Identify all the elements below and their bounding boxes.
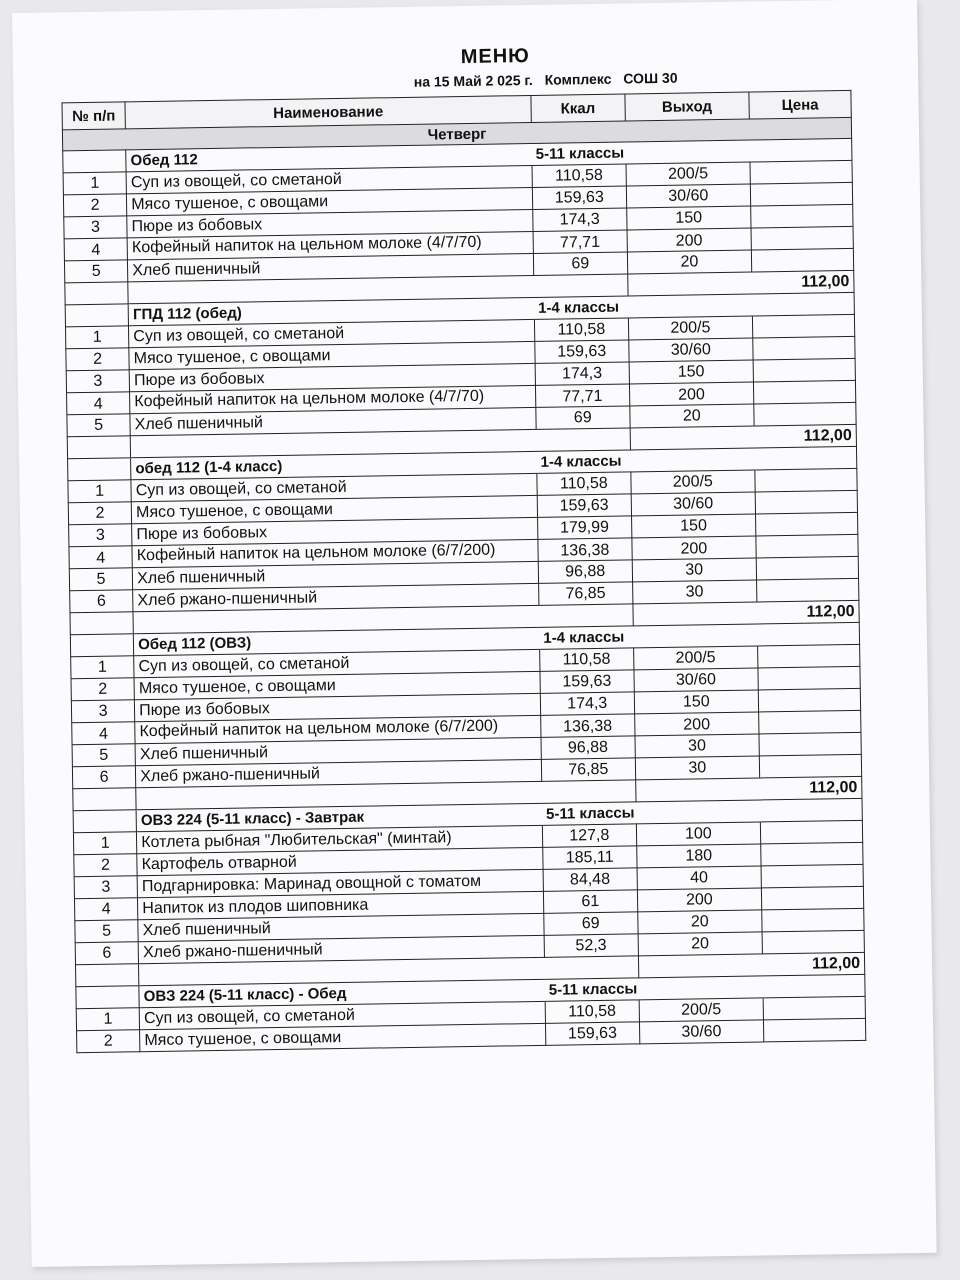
section-group: 1-4 классы	[534, 294, 752, 319]
item-name: Кофейный напиток на цельном молоке (4/7/70)	[130, 385, 536, 413]
item-number: 5	[64, 260, 128, 283]
item-name: Мясо тушеное, с овощами	[127, 187, 533, 215]
menu-date: на 15 Май 2 025 г.	[413, 71, 533, 90]
item-output: 150	[629, 360, 754, 384]
item-name: Напиток из плодов шиповника	[138, 891, 544, 919]
item-number: 5	[69, 568, 133, 591]
item-price	[761, 886, 863, 910]
total-spacer-cell	[70, 612, 134, 635]
section-total: 112,00	[627, 270, 854, 296]
section-number-cell	[65, 304, 129, 327]
total-spacer-cell	[65, 282, 129, 305]
item-name: Хлеб пшеничный	[138, 913, 544, 941]
item-output: 150	[634, 690, 759, 714]
menu-sheet	[12, 0, 937, 1267]
menu-table	[61, 90, 866, 1053]
item-kcal: 136,38	[538, 538, 632, 561]
item-output: 30/60	[626, 184, 751, 208]
total-spacer-cell	[67, 436, 131, 459]
item-name: Хлеб пшеничный	[130, 407, 536, 435]
section-total: 112,00	[630, 424, 857, 450]
section-name: Обед 112 (ОВЗ)	[134, 627, 540, 655]
item-output: 200/5	[626, 162, 751, 186]
item-kcal: 174,3	[535, 362, 629, 385]
item-name: Кофейный напиток на цельном молоке (6/7/200)	[132, 539, 538, 567]
item-number: 2	[66, 348, 130, 371]
item-number: 3	[74, 876, 138, 899]
day-label: Четверг	[62, 117, 851, 150]
item-output: 30/60	[628, 338, 753, 362]
section-number-cell	[68, 458, 132, 481]
item-name: Пюре из бобовых	[129, 363, 535, 391]
item-output: 180	[636, 844, 761, 868]
item-price	[760, 820, 862, 844]
item-number: 2	[74, 854, 138, 877]
item-number: 1	[71, 656, 135, 679]
item-price	[758, 688, 860, 712]
item-price	[759, 732, 861, 756]
item-price	[756, 512, 858, 536]
item-price	[762, 908, 864, 932]
item-number: 5	[72, 744, 136, 767]
item-name: Хлеб пшеничный	[135, 737, 541, 765]
item-kcal: 76,85	[538, 582, 632, 605]
item-output: 200	[629, 382, 754, 406]
item-price	[751, 248, 853, 272]
section-total: 112,00	[635, 776, 862, 802]
item-number: 6	[72, 766, 136, 789]
col-header-kcal: Ккал	[531, 94, 625, 122]
item-kcal: 159,63	[537, 494, 631, 517]
item-kcal: 84,48	[543, 868, 637, 891]
item-name: Суп из овощей, со сметаной	[134, 649, 540, 677]
item-output: 100	[636, 822, 761, 846]
menu-complex-label: Комплекс	[544, 70, 612, 88]
item-kcal: 69	[544, 912, 638, 935]
item-name: Пюре из бобовых	[127, 209, 533, 237]
item-kcal: 159,63	[540, 670, 634, 693]
item-number: 1	[73, 832, 137, 855]
item-number: 3	[69, 524, 133, 547]
item-kcal: 77,71	[535, 384, 629, 407]
item-number: 1	[63, 172, 127, 195]
item-output: 20	[627, 250, 752, 274]
col-header-output: Выход	[625, 92, 750, 121]
item-number: 2	[77, 1030, 141, 1053]
section-number-cell	[76, 986, 140, 1009]
item-kcal: 159,63	[535, 340, 629, 363]
total-spacer-cell	[76, 964, 140, 987]
item-output: 30	[632, 580, 757, 604]
item-price	[754, 402, 856, 426]
section-name: ГПД 112 (обед)	[128, 297, 534, 325]
item-kcal: 136,38	[541, 714, 635, 737]
item-kcal: 69	[536, 406, 630, 429]
item-price	[757, 578, 859, 602]
item-output: 30	[635, 734, 760, 758]
item-number: 4	[69, 546, 133, 569]
item-name: Суп из овощей, со сметаной	[139, 1001, 545, 1029]
item-price	[751, 226, 853, 250]
section-total: 112,00	[638, 952, 865, 978]
section-group: 5-11 классы	[542, 800, 760, 825]
section-price-cell	[760, 798, 862, 822]
section-group: 5-11 классы	[545, 976, 763, 1001]
section-number-cell	[70, 634, 134, 657]
item-price	[753, 358, 855, 382]
section-name: ОВЗ 224 (5-11 класс) - Завтрак	[136, 803, 542, 831]
item-output: 200	[632, 536, 757, 560]
section-price-cell	[757, 622, 859, 646]
item-price	[753, 336, 855, 360]
item-output: 200	[637, 888, 762, 912]
item-kcal: 52,3	[544, 934, 638, 957]
section-price-cell	[755, 446, 857, 470]
section-number-cell	[73, 810, 137, 833]
item-kcal: 76,85	[541, 758, 635, 781]
item-price	[750, 160, 852, 184]
item-price	[759, 754, 861, 778]
item-price	[758, 666, 860, 690]
item-number: 6	[70, 590, 134, 613]
item-number: 1	[76, 1008, 140, 1031]
item-name: Картофель отварной	[137, 847, 543, 875]
item-output: 200	[627, 228, 752, 252]
item-output: 200/5	[628, 316, 753, 340]
item-output: 200/5	[639, 998, 764, 1022]
item-output: 40	[637, 866, 762, 890]
total-spacer-cell	[73, 788, 137, 811]
section-group: 1-4 классы	[539, 624, 757, 649]
item-number: 1	[68, 480, 132, 503]
item-price	[756, 556, 858, 580]
item-price	[763, 996, 865, 1020]
item-output: 200/5	[633, 646, 758, 670]
item-number: 5	[67, 414, 131, 437]
section-number-cell	[63, 150, 127, 173]
item-output: 30/60	[639, 1020, 764, 1044]
item-name: Мясо тушеное, с овощами	[134, 671, 540, 699]
item-price	[761, 864, 863, 888]
item-name: Мясо тушеное, с овощами	[131, 495, 537, 523]
item-price	[756, 534, 858, 558]
item-number: 2	[68, 502, 132, 525]
item-kcal: 110,58	[540, 648, 634, 671]
item-price	[763, 1018, 865, 1042]
menu-table-body	[62, 90, 866, 1052]
item-name: Хлеб ржано-пшеничный	[136, 759, 542, 787]
section-price-cell	[763, 974, 865, 998]
item-kcal: 159,63	[532, 186, 626, 209]
item-output: 200/5	[631, 470, 756, 494]
item-price	[755, 468, 857, 492]
item-kcal: 179,99	[537, 516, 631, 539]
item-output: 30	[635, 756, 760, 780]
item-number: 4	[74, 898, 138, 921]
item-name: Мясо тушеное, с овощами	[129, 341, 535, 369]
item-name: Хлеб пшеничный	[132, 561, 538, 589]
item-price	[761, 842, 863, 866]
item-price	[750, 182, 852, 206]
menu-school: СОШ 30	[623, 69, 678, 87]
item-price	[751, 204, 853, 228]
item-number: 3	[71, 700, 135, 723]
section-name: Обед 112	[126, 143, 532, 171]
item-price	[759, 710, 861, 734]
item-number: 3	[64, 216, 128, 239]
item-output: 150	[631, 514, 756, 538]
item-number: 3	[66, 370, 130, 393]
item-name: Кофейный напиток на цельном молоке (4/7/70)	[127, 231, 533, 259]
item-kcal: 96,88	[538, 560, 632, 583]
item-name: Хлеб ржано-пшеничный	[133, 583, 539, 611]
item-output: 200	[634, 712, 759, 736]
item-price	[753, 380, 855, 404]
item-kcal: 174,3	[540, 692, 634, 715]
item-name: Подгарнировка: Маринад овощной с томатом	[137, 869, 543, 897]
item-name: Суп из овощей, со сметаной	[129, 319, 535, 347]
item-output: 20	[637, 910, 762, 934]
item-number: 2	[71, 678, 135, 701]
section-name: обед 112 (1-4 класс)	[131, 451, 537, 479]
item-number: 1	[65, 326, 129, 349]
item-name: Хлеб пшеничный	[128, 253, 534, 281]
item-name: Суп из овощей, со сметаной	[131, 473, 537, 501]
col-header-price: Цена	[749, 90, 851, 119]
item-name: Котлета рыбная "Любительская" (минтай)	[137, 825, 543, 853]
section-group: 1-4 классы	[536, 448, 754, 473]
item-price	[758, 644, 860, 668]
section-total: 112,00	[633, 600, 860, 626]
item-number: 5	[75, 920, 139, 943]
item-price	[752, 314, 854, 338]
item-price	[762, 930, 864, 954]
item-name: Пюре из бобовых	[132, 517, 538, 545]
item-output: 20	[638, 932, 763, 956]
item-name: Суп из овощей, со сметаной	[126, 165, 532, 193]
item-name: Хлеб ржано-пшеничный	[138, 935, 544, 963]
section-group: 5-11 классы	[532, 140, 750, 165]
item-output: 30/60	[634, 668, 759, 692]
item-kcal: 69	[533, 252, 627, 275]
item-kcal: 185,11	[543, 846, 637, 869]
item-kcal: 110,58	[532, 164, 626, 187]
item-kcal: 159,63	[545, 1022, 639, 1045]
item-kcal: 96,88	[541, 736, 635, 759]
item-name: Пюре из бобовых	[135, 693, 541, 721]
item-kcal: 77,71	[533, 230, 627, 253]
item-number: 6	[75, 942, 139, 965]
item-output: 30	[632, 558, 757, 582]
item-number: 4	[64, 238, 128, 261]
item-output: 30/60	[631, 492, 756, 516]
section-name: ОВЗ 224 (5-11 класс) - Обед	[139, 979, 545, 1007]
item-name: Кофейный напиток на цельном молоке (6/7/200)	[135, 715, 541, 743]
item-output: 20	[629, 404, 754, 428]
section-price-cell	[750, 138, 852, 162]
col-header-number: № п/п	[62, 102, 126, 130]
col-header-name: Наименование	[125, 95, 531, 128]
item-number: 4	[67, 392, 131, 415]
item-output: 150	[626, 206, 751, 230]
item-kcal: 110,58	[534, 318, 628, 341]
item-number: 2	[63, 194, 127, 217]
section-price-cell	[752, 292, 854, 316]
menu-title: МЕНЮ	[460, 44, 530, 69]
item-kcal: 110,58	[537, 472, 631, 495]
item-kcal: 174,3	[533, 208, 627, 231]
item-price	[755, 490, 857, 514]
item-number: 4	[72, 722, 136, 745]
item-kcal: 127,8	[542, 824, 636, 847]
item-kcal: 61	[543, 890, 637, 913]
item-name: Мясо тушеное, с овощами	[140, 1023, 546, 1051]
item-kcal: 110,58	[545, 1000, 639, 1023]
